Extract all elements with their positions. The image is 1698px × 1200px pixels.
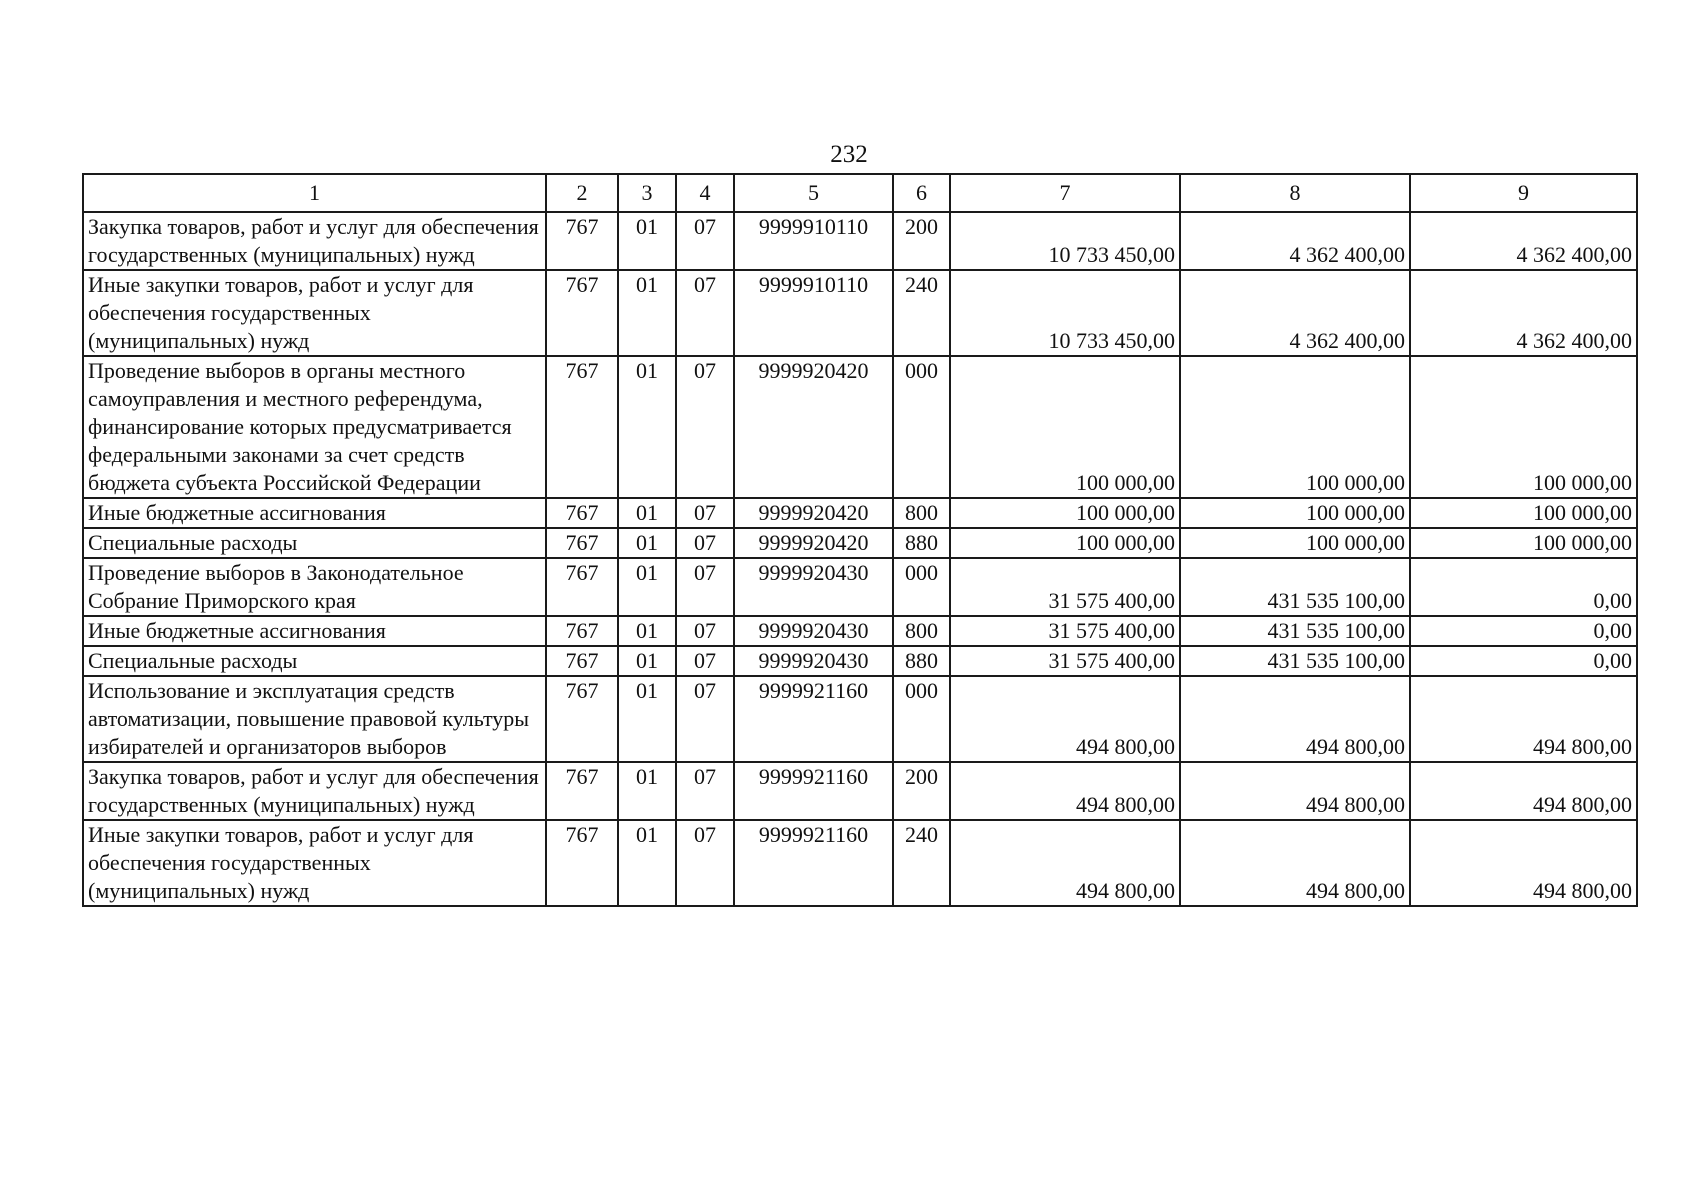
amount-cell: 494 800,00	[1180, 820, 1410, 906]
code-cell: 07	[676, 528, 734, 558]
code-cell: 880	[893, 528, 950, 558]
column-header: 1	[83, 174, 546, 212]
amount-cell: 4 362 400,00	[1410, 270, 1637, 356]
amount-cell: 100 000,00	[1180, 356, 1410, 498]
amount-cell: 0,00	[1410, 616, 1637, 646]
table-row	[83, 498, 1637, 528]
amount-cell: 31 575 400,00	[950, 616, 1180, 646]
amount-cell: 4 362 400,00	[1180, 270, 1410, 356]
code-cell: 800	[893, 498, 950, 528]
code-cell: 9999921160	[734, 676, 893, 762]
code-cell: 240	[893, 820, 950, 906]
amount-cell: 494 800,00	[1410, 762, 1637, 820]
row-name: Иные бюджетные ассигнования	[83, 616, 546, 646]
code-cell: 01	[618, 498, 676, 528]
column-header: 9	[1410, 174, 1637, 212]
code-cell: 01	[618, 270, 676, 356]
code-cell: 01	[618, 676, 676, 762]
code-cell: 9999920420	[734, 498, 893, 528]
table-row	[83, 212, 1637, 270]
code-cell: 07	[676, 616, 734, 646]
code-cell: 07	[676, 356, 734, 498]
code-cell: 01	[618, 212, 676, 270]
code-cell: 880	[893, 646, 950, 676]
code-cell: 07	[676, 212, 734, 270]
code-cell: 767	[546, 356, 618, 498]
code-cell: 000	[893, 558, 950, 616]
code-cell: 767	[546, 270, 618, 356]
amount-cell: 100 000,00	[1410, 528, 1637, 558]
code-cell: 767	[546, 528, 618, 558]
code-cell: 01	[618, 646, 676, 676]
code-cell: 01	[618, 820, 676, 906]
amount-cell: 431 535 100,00	[1180, 646, 1410, 676]
table-row	[83, 616, 1637, 646]
code-cell: 9999921160	[734, 820, 893, 906]
row-name: Закупка товаров, работ и услуг для обеспечения государственных (муниципальных) нужд	[83, 212, 546, 270]
amount-cell: 431 535 100,00	[1180, 558, 1410, 616]
code-cell: 07	[676, 558, 734, 616]
code-cell: 000	[893, 676, 950, 762]
column-header: 3	[618, 174, 676, 212]
code-cell: 07	[676, 270, 734, 356]
column-header: 7	[950, 174, 1180, 212]
amount-cell: 100 000,00	[950, 528, 1180, 558]
amount-cell: 100 000,00	[1180, 528, 1410, 558]
code-cell: 767	[546, 616, 618, 646]
code-cell: 767	[546, 820, 618, 906]
code-cell: 9999910110	[734, 212, 893, 270]
amount-cell: 0,00	[1410, 558, 1637, 616]
row-name: Проведение выборов в органы местного самоуправления и местного референдума, финансирование которых предусматривается федеральными законами за счет средств бюджета субъекта Российской Федерации	[83, 356, 546, 498]
code-cell: 9999910110	[734, 270, 893, 356]
code-cell: 767	[546, 498, 618, 528]
amount-cell: 100 000,00	[1180, 498, 1410, 528]
code-cell: 200	[893, 762, 950, 820]
column-header: 4	[676, 174, 734, 212]
table-row	[83, 528, 1637, 558]
code-cell: 767	[546, 558, 618, 616]
table-row	[83, 820, 1637, 906]
row-name: Проведение выборов в Законодательное Собрание Приморского края	[83, 558, 546, 616]
amount-cell: 494 800,00	[1410, 676, 1637, 762]
amount-cell: 31 575 400,00	[950, 558, 1180, 616]
amount-cell: 31 575 400,00	[950, 646, 1180, 676]
code-cell: 240	[893, 270, 950, 356]
table-row	[83, 356, 1637, 498]
code-cell: 07	[676, 820, 734, 906]
row-name: Иные закупки товаров, работ и услуг для обеспечения государственных (муниципальных) нужд	[83, 820, 546, 906]
page-number: 232	[830, 141, 868, 168]
code-cell: 767	[546, 762, 618, 820]
table-row	[83, 558, 1637, 616]
code-cell: 9999920430	[734, 646, 893, 676]
code-cell: 01	[618, 558, 676, 616]
amount-cell: 494 800,00	[950, 676, 1180, 762]
code-cell: 07	[676, 676, 734, 762]
code-cell: 000	[893, 356, 950, 498]
code-cell: 07	[676, 646, 734, 676]
amount-cell: 4 362 400,00	[1180, 212, 1410, 270]
code-cell: 9999920420	[734, 528, 893, 558]
amount-cell: 494 800,00	[1180, 676, 1410, 762]
code-cell: 07	[676, 498, 734, 528]
row-name: Иные бюджетные ассигнования	[83, 498, 546, 528]
amount-cell: 100 000,00	[950, 356, 1180, 498]
code-cell: 01	[618, 762, 676, 820]
table-row	[83, 676, 1637, 762]
code-cell: 767	[546, 212, 618, 270]
table-header-row	[83, 174, 1637, 212]
table-row	[83, 762, 1637, 820]
column-header: 5	[734, 174, 893, 212]
row-name: Специальные расходы	[83, 528, 546, 558]
amount-cell: 4 362 400,00	[1410, 212, 1637, 270]
code-cell: 767	[546, 676, 618, 762]
amount-cell: 10 733 450,00	[950, 212, 1180, 270]
code-cell: 9999921160	[734, 762, 893, 820]
code-cell: 9999920430	[734, 616, 893, 646]
amount-cell: 431 535 100,00	[1180, 616, 1410, 646]
code-cell: 01	[618, 528, 676, 558]
column-header: 8	[1180, 174, 1410, 212]
table-row	[83, 270, 1637, 356]
code-cell: 01	[618, 616, 676, 646]
table-row	[83, 646, 1637, 676]
code-cell: 9999920420	[734, 356, 893, 498]
row-name: Иные закупки товаров, работ и услуг для обеспечения государственных (муниципальных) нужд	[83, 270, 546, 356]
amount-cell: 10 733 450,00	[950, 270, 1180, 356]
amount-cell: 494 800,00	[950, 762, 1180, 820]
row-name: Закупка товаров, работ и услуг для обеспечения государственных (муниципальных) нужд	[83, 762, 546, 820]
amount-cell: 100 000,00	[1410, 498, 1637, 528]
code-cell: 767	[546, 646, 618, 676]
column-header: 6	[893, 174, 950, 212]
amount-cell: 100 000,00	[1410, 356, 1637, 498]
amount-cell: 494 800,00	[950, 820, 1180, 906]
amount-cell: 494 800,00	[1410, 820, 1637, 906]
code-cell: 800	[893, 616, 950, 646]
column-header: 2	[546, 174, 618, 212]
row-name: Использование и эксплуатация средств автоматизации, повышение правовой культуры избирателей и организаторов выборов	[83, 676, 546, 762]
budget-table	[82, 173, 1638, 907]
amount-cell: 494 800,00	[1180, 762, 1410, 820]
table-body	[83, 212, 1637, 906]
amount-cell: 0,00	[1410, 646, 1637, 676]
code-cell: 01	[618, 356, 676, 498]
code-cell: 9999920430	[734, 558, 893, 616]
amount-cell: 100 000,00	[950, 498, 1180, 528]
code-cell: 07	[676, 762, 734, 820]
row-name: Специальные расходы	[83, 646, 546, 676]
code-cell: 200	[893, 212, 950, 270]
